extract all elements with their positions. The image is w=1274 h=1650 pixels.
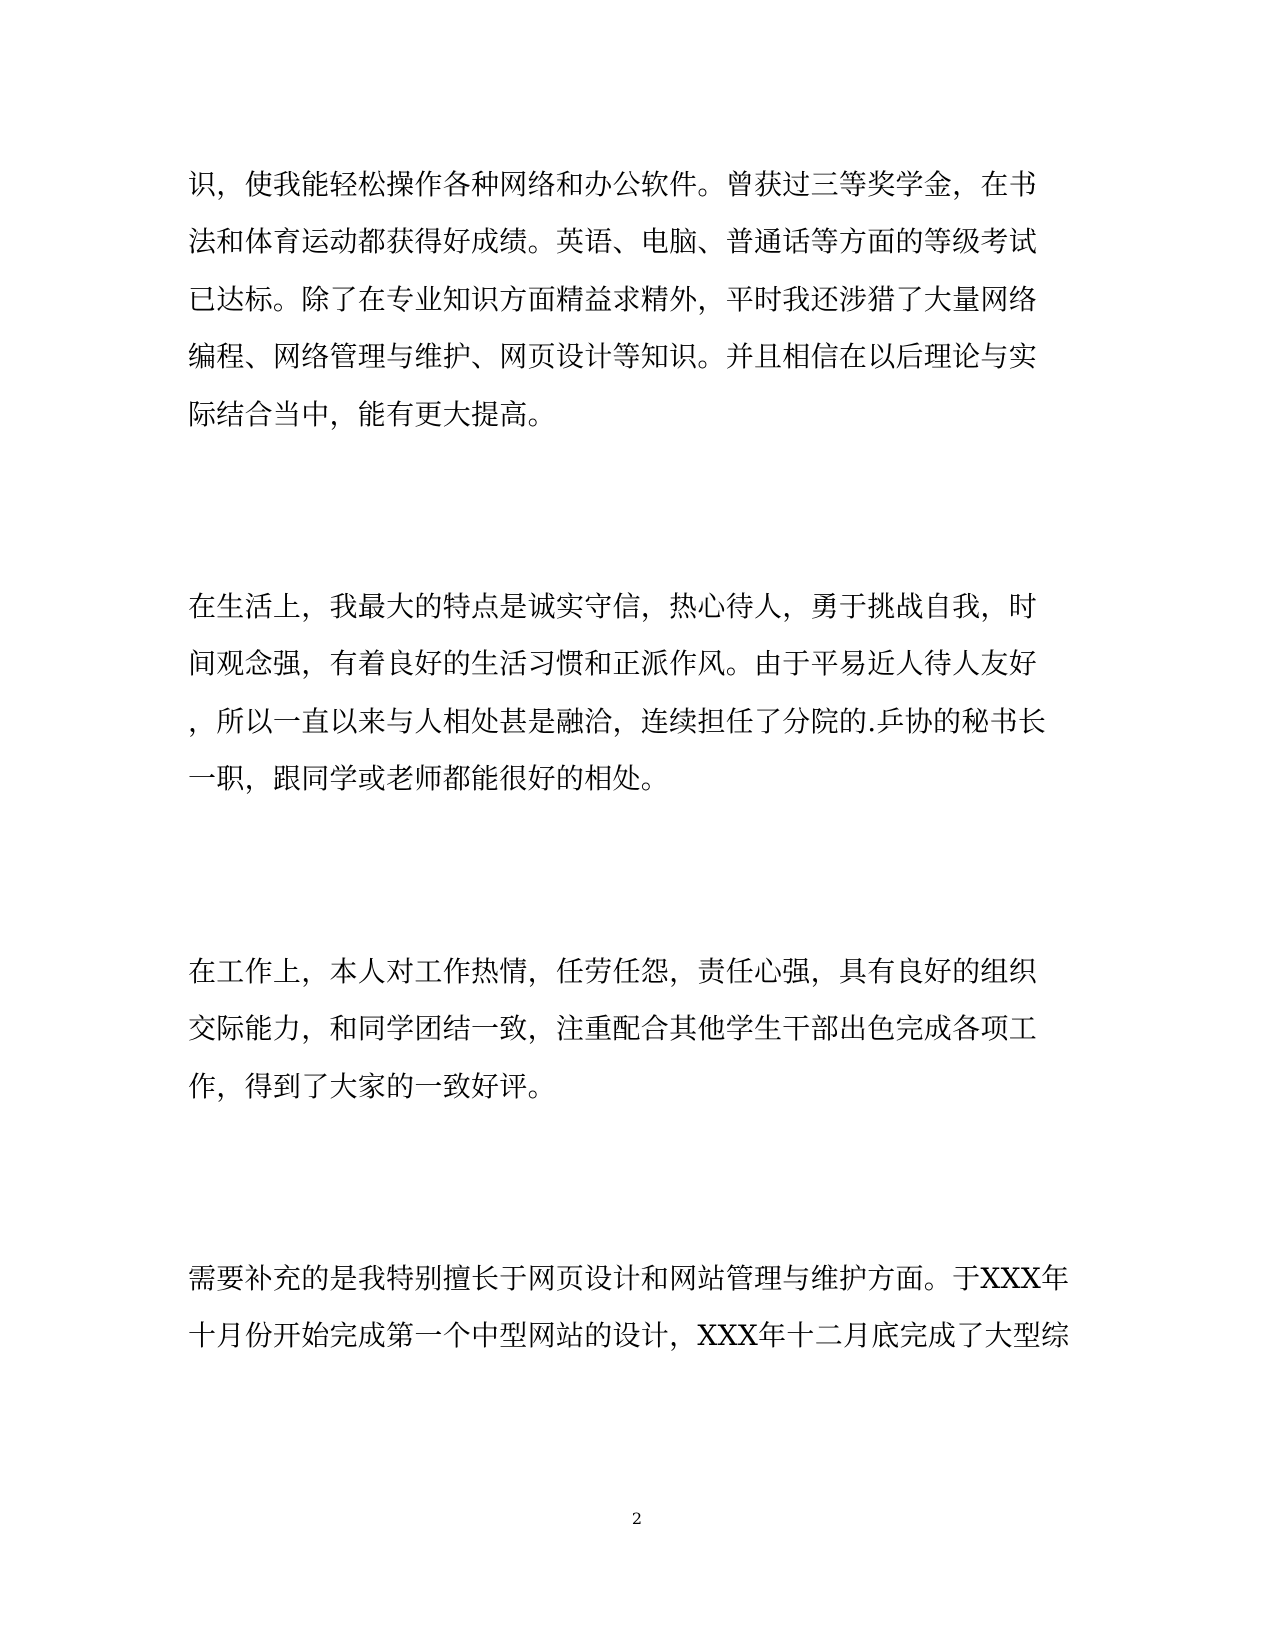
page-number: 2: [631, 1509, 643, 1528]
paragraph-1-line-3: 已达标。除了在专业知识方面精益求精外，平时我还涉猎了大量网络: [188, 283, 1038, 316]
paragraph-2-line-3: ，所以一直以来与人相处甚是融洽，连续担任了分院的.乒协的秘书长: [188, 705, 1047, 738]
paragraph-4-line-2: 十月份开始完成第一个中型网站的设计，XXX年十二月底完成了大型综: [188, 1319, 1070, 1352]
paragraph-2-line-4: 一职，跟同学或老师都能很好的相处。: [188, 762, 670, 795]
paragraph-4-line-1: 需要补充的是我特别擅长于网页设计和网站管理与维护方面。于XXX年: [188, 1262, 1070, 1295]
paragraph-1-line-1: 识，使我能轻松操作各种网络和办公软件。曾获过三等奖学金，在书: [188, 168, 1038, 201]
paragraph-3-line-1: 在工作上，本人对工作热情，任劳任怨，责任心强，具有良好的组织: [188, 955, 1038, 988]
paragraph-1-line-4: 编程、网络管理与维护、网页设计等知识。并且相信在以后理论与实: [188, 340, 1038, 373]
paragraph-3-line-2: 交际能力，和同学团结一致，注重配合其他学生干部出色完成各项工: [188, 1012, 1038, 1045]
paragraph-2-line-1: 在生活上，我最大的特点是诚实守信，热心待人，勇于挑战自我，时: [188, 590, 1038, 623]
paragraph-1-line-5: 际结合当中，能有更大提高。: [188, 398, 556, 431]
paragraph-1-line-2: 法和体育运动都获得好成绩。英语、电脑、普通话等方面的等级考试: [188, 225, 1038, 258]
paragraph-2-line-2: 间观念强，有着良好的生活习惯和正派作风。由于平易近人待人友好: [188, 647, 1038, 680]
paragraph-3-line-3: 作，得到了大家的一致好评。: [188, 1070, 556, 1103]
